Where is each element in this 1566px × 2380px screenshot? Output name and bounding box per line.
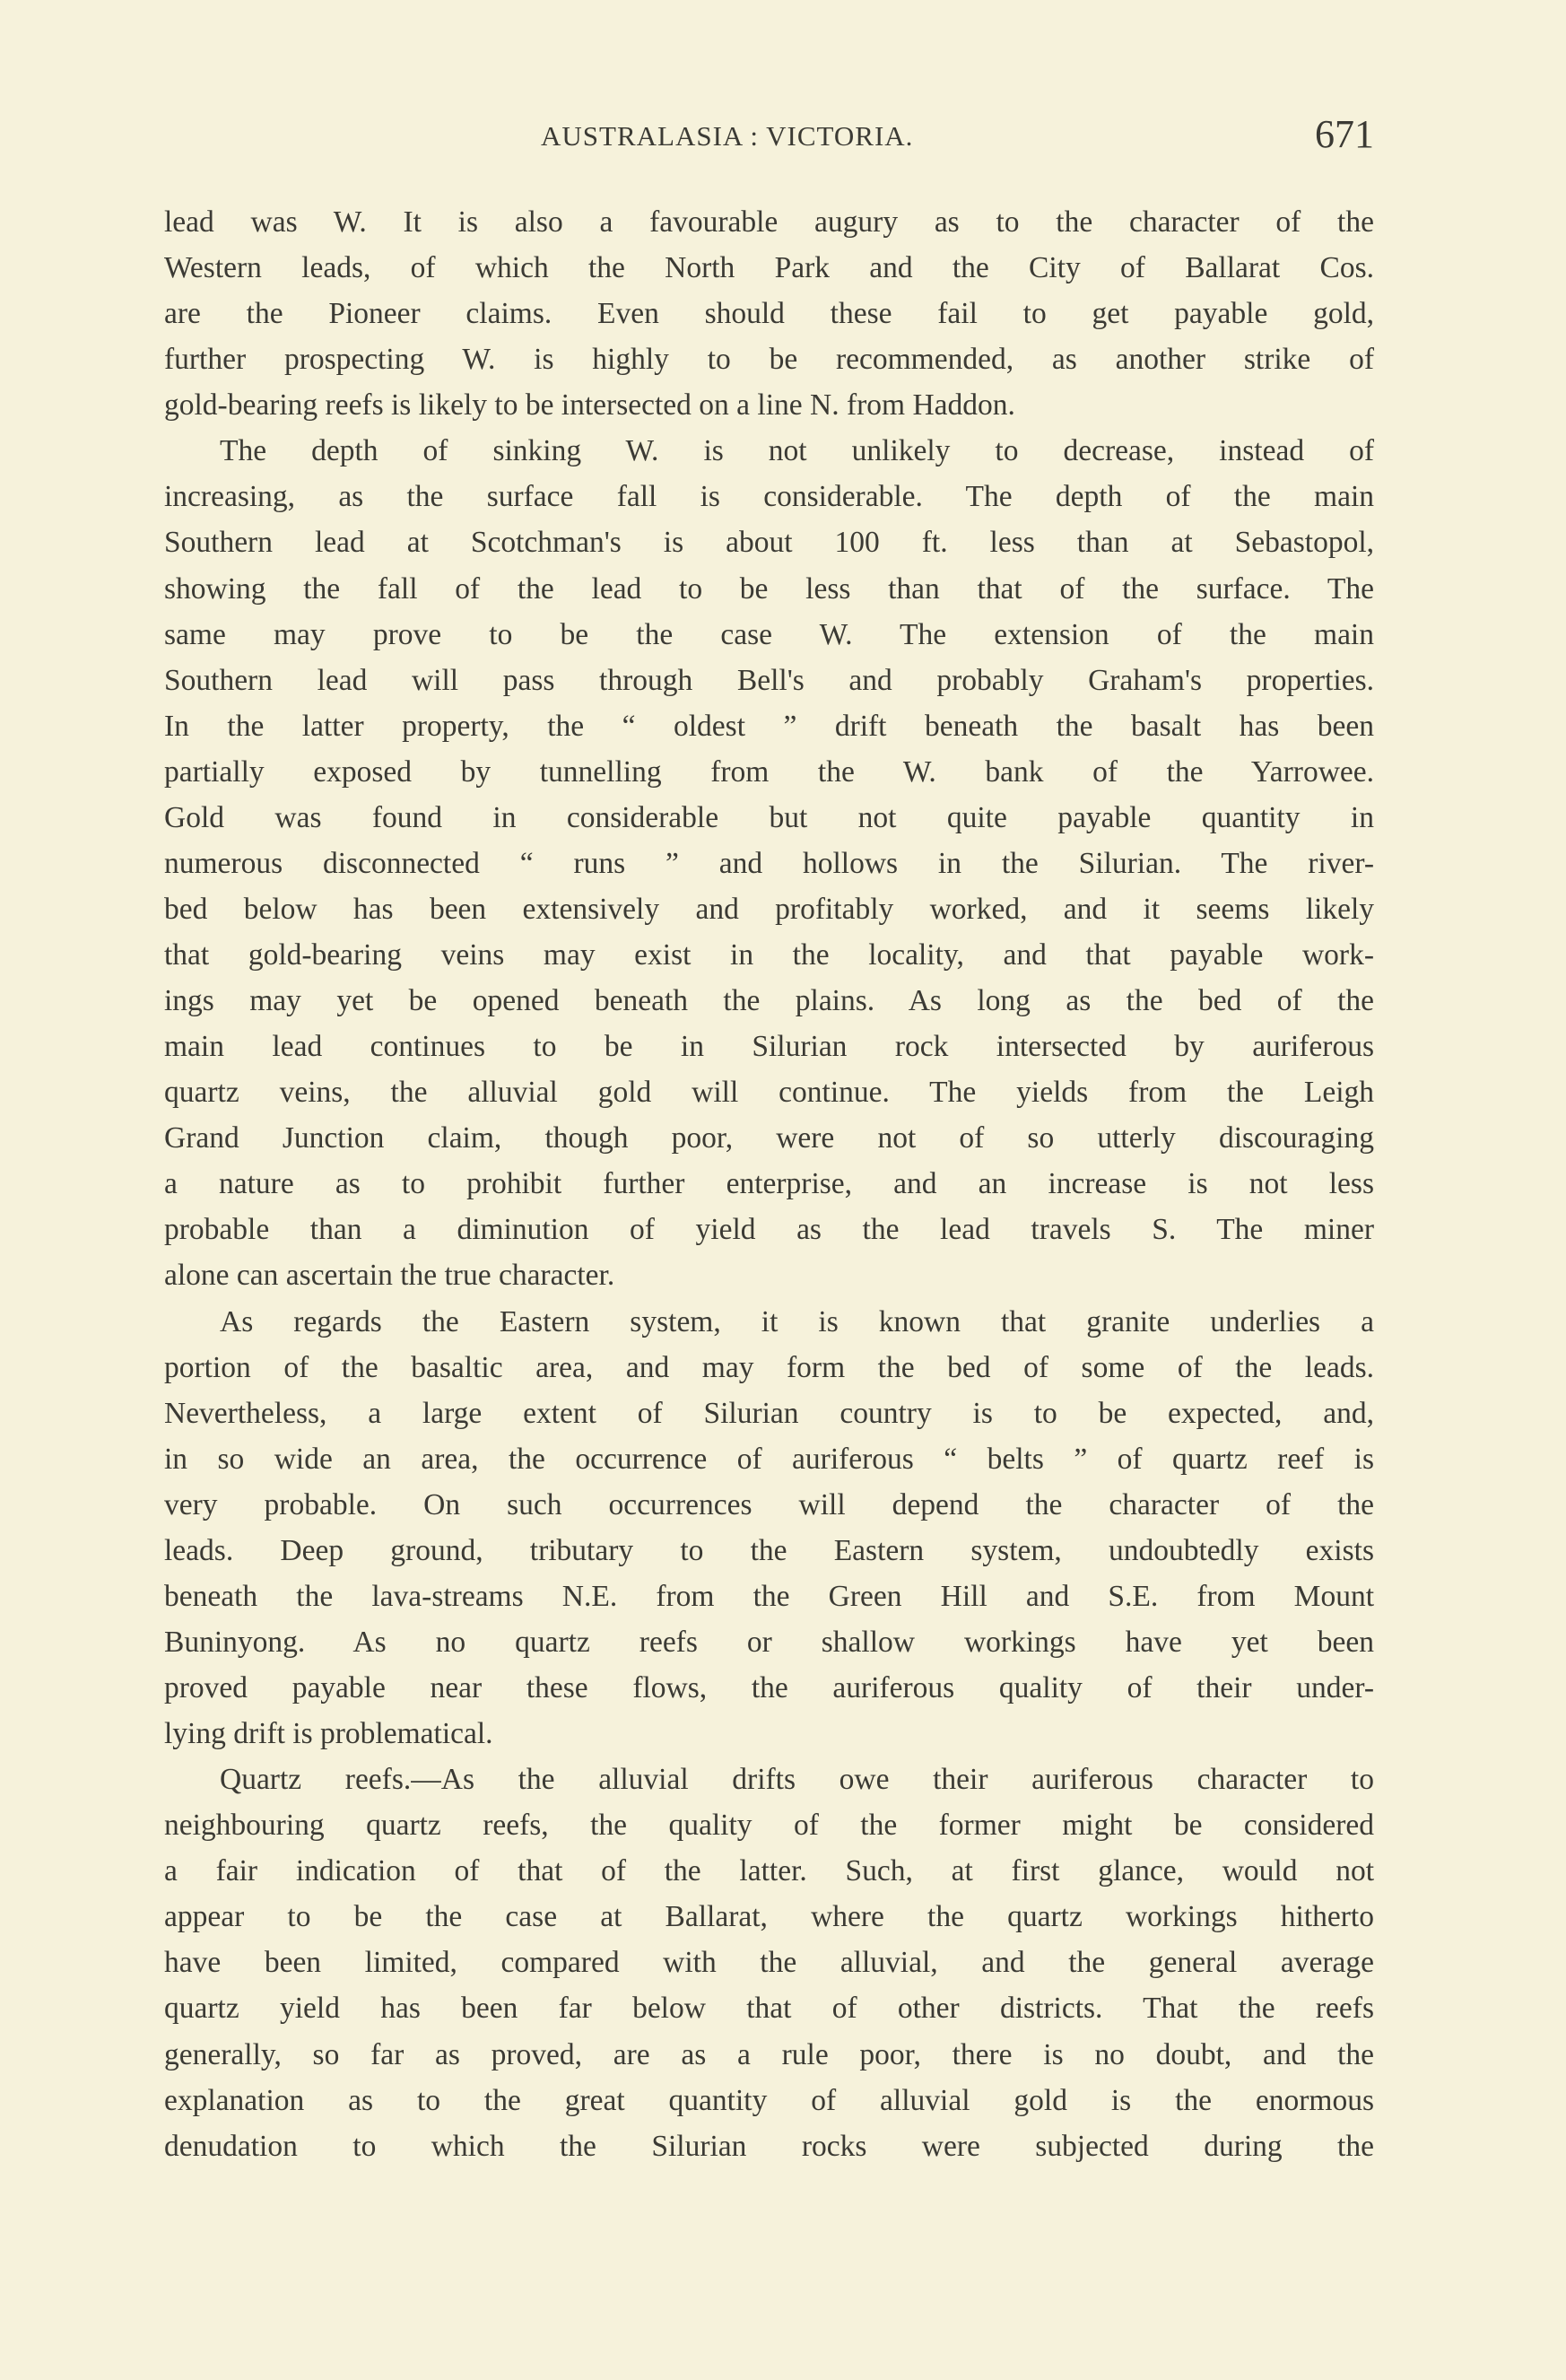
- text-line: Gold was found in considerable but not quite payable quantity in: [164, 800, 1374, 834]
- text-line: beneath the lava-streams N.E. from the Green Hill and S.E. from Mount: [164, 1579, 1374, 1613]
- text-line: Western leads, of which the North Park and the City of Ballarat Cos.: [164, 251, 1374, 285]
- text-line: Quartz reefs.—As the alluvial drifts owe their auriferous character to: [220, 1763, 1374, 1797]
- text-line: very probable. On such occurrences will depend the character of the: [164, 1487, 1374, 1521]
- text-line: bed below has been extensively and profitably worked, and it seems likely: [164, 892, 1374, 926]
- text-line: lying drift is problematical.: [164, 1717, 493, 1751]
- text-line: probable than a diminution of yield as the lead travels S. The miner: [164, 1213, 1374, 1247]
- text-line: Buninyong. As no quartz reefs or shallow workings have yet been: [164, 1625, 1374, 1659]
- text-line: quartz yield has been far below that of other districts. That the reefs: [164, 1992, 1374, 2026]
- text-line: appear to be the case at Ballarat, where the quartz workings hitherto: [164, 1900, 1374, 1934]
- text-line: main lead continues to be in Silurian rock intersected by auriferous: [164, 1030, 1374, 1064]
- text-line: that gold-bearing veins may exist in the locality, and that payable work-: [164, 938, 1374, 972]
- running-header: [164, 112, 1374, 160]
- text-line: further prospecting W. is highly to be recommended, as another strike of: [164, 343, 1374, 377]
- text-line: In the latter property, the “ oldest ” drift beneath the basalt has been: [164, 709, 1374, 743]
- text-line: lead was W. It is also a favourable augury as to the character of the: [164, 205, 1374, 239]
- text-line: neighbouring quartz reefs, the quality of the former might be considered: [164, 1809, 1374, 1843]
- paragraph: [164, 199, 1374, 428]
- text-line: portion of the basaltic area, and may form the bed of some of the leads.: [164, 1350, 1374, 1384]
- text-line: in so wide an area, the occurrence of auriferous “ belts ” of quartz reef is: [164, 1442, 1374, 1476]
- text-line: ings may yet be opened beneath the plains. As long as the bed of the: [164, 984, 1374, 1018]
- body-text: [164, 199, 1374, 2169]
- text-line: partially exposed by tunnelling from the W. bank of the Yarrowee.: [164, 754, 1374, 789]
- text-line: generally, so far as proved, are as a rule poor, there is no doubt, and the: [164, 2037, 1374, 2071]
- text-line: As regards the Eastern system, it is known that granite underlies a: [220, 1304, 1374, 1338]
- text-line: denudation to which the Silurian rocks were subjected during the: [164, 2129, 1374, 2163]
- paragraph: [164, 428, 1374, 1298]
- text-line: same may prove to be the case W. The extension of the main: [164, 617, 1374, 651]
- text-line: gold-bearing reefs is likely to be intersected on a line N. from Haddon.: [164, 388, 1015, 423]
- text-line: Southern lead will pass through Bell's and probably Graham's properties.: [164, 663, 1374, 697]
- text-line: alone can ascertain the true character.: [164, 1259, 615, 1293]
- text-line: quartz veins, the alluvial gold will continue. The yields from the Leigh: [164, 1076, 1374, 1110]
- text-line: a fair indication of that of the latter. Such, at first glance, would not: [164, 1854, 1374, 1888]
- running-title: AUSTRALASIA : VICTORIA.: [541, 120, 914, 152]
- text-line: are the Pioneer claims. Even should these fail to get payable gold,: [164, 297, 1374, 331]
- text-line: Southern lead at Scotchman's is about 100 ft. less than at Sebastopol,: [164, 526, 1374, 560]
- text-line: numerous disconnected “ runs ” and hollows in the Silurian. The river-: [164, 846, 1374, 880]
- text-line: showing the fall of the lead to be less than that of the surface. The: [164, 571, 1374, 606]
- text-line: Nevertheless, a large extent of Silurian country is to be expected, and,: [164, 1396, 1374, 1430]
- text-line: increasing, as the surface fall is considerable. The depth of the main: [164, 480, 1374, 514]
- text-line: a nature as to prohibit further enterprise, and an increase is not less: [164, 1167, 1374, 1201]
- paragraph: [164, 1757, 1374, 2169]
- page-number: 671: [1315, 112, 1374, 156]
- paragraph: [164, 1299, 1374, 1757]
- text-line: Grand Junction claim, though poor, were not of so utterly discouraging: [164, 1121, 1374, 1155]
- text-line: leads. Deep ground, tributary to the Eastern system, undoubtedly exists: [164, 1533, 1374, 1567]
- text-line: have been limited, compared with the alluvial, and the general average: [164, 1946, 1374, 1980]
- text-line: explanation as to the great quantity of alluvial gold is the enormous: [164, 2083, 1374, 2117]
- text-line: The depth of sinking W. is not unlikely to decrease, instead of: [220, 434, 1374, 468]
- text-line: proved payable near these flows, the auriferous quality of their under-: [164, 1671, 1374, 1704]
